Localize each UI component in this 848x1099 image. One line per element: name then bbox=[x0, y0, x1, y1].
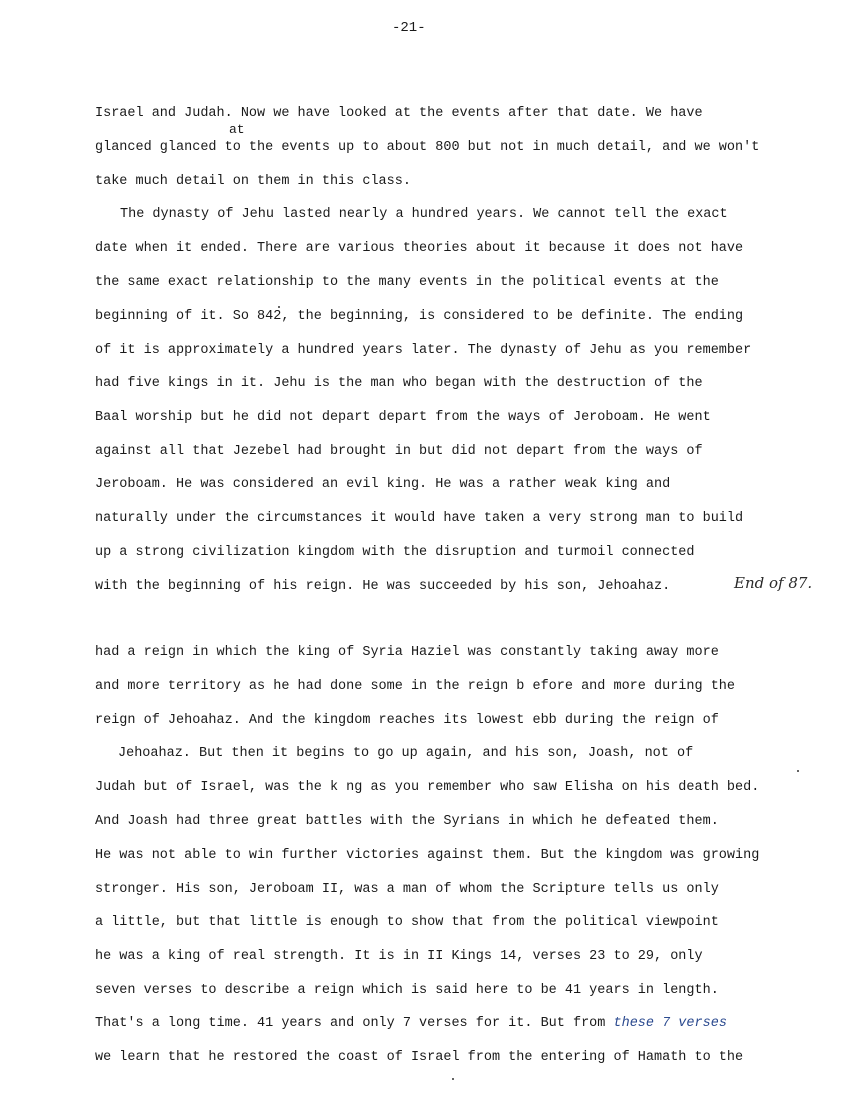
text-line-22: He was not able to win further victories against them. But the kingdom was growing bbox=[95, 848, 760, 863]
text-line-21: And Joash had three great battles with the Syrians in which he defeated them. bbox=[95, 814, 719, 829]
text-line-2: glanced glanced to the events up to about 800 but not in much detail, and we won't bbox=[95, 140, 760, 155]
text-line-14: up a strong civilization kingdom with the disruption and turmoil connected bbox=[95, 545, 695, 560]
text-line-23: stronger. His son, Jeroboam II, was a man of whom the Scripture tells us only bbox=[95, 882, 719, 897]
text-line-13: naturally under the circumstances it would have taken a very strong man to build bbox=[95, 511, 744, 526]
stray-mark bbox=[797, 770, 799, 772]
text-line-1: Israel and Judah. Now we have looked at the events after that date. We have bbox=[95, 106, 703, 121]
blue-ink-annotation: these 7 verses bbox=[613, 1016, 727, 1031]
text-line-7: beginning of it. So 842, the beginning, is considered to be definite. The ending bbox=[95, 309, 744, 324]
text-line-27-typed: That's a long time. 41 years and only 7 verses for it. But from bbox=[95, 1016, 606, 1031]
text-line-3: take much detail on them in this class. bbox=[95, 174, 411, 189]
text-line-20: Judah but of Israel, was the k ng as you remember who saw Elisha on his death bed. bbox=[95, 780, 760, 795]
text-line-24: a little, but that little is enough to show that from the political viewpoint bbox=[95, 915, 719, 930]
text-line-18: reign of Jehoahaz. And the kingdom reaches its lowest ebb during the reign of bbox=[95, 713, 719, 728]
text-line-6: the same exact relationship to the many events in the political events at the bbox=[95, 275, 719, 290]
handwritten-margin-note: End of 87. bbox=[734, 574, 813, 592]
text-line-9: had five kings in it. Jehu is the man who began with the destruction of the bbox=[95, 376, 703, 391]
text-line-27 bbox=[95, 1016, 727, 1032]
text-line-25: he was a king of real strength. It is in II Kings 14, verses 23 to 29, only bbox=[95, 949, 703, 964]
interline-insertion: at bbox=[229, 122, 245, 137]
text-line-19: Jehoahaz. But then it begins to go up again, and his son, Joash, not of bbox=[118, 746, 694, 761]
text-line-4: The dynasty of Jehu lasted nearly a hundred years. We cannot tell the exact bbox=[120, 207, 728, 222]
text-line-5: date when it ended. There are various theories about it because it does not have bbox=[95, 241, 744, 256]
text-line-11: against all that Jezebel had brought in but did not depart from the ways of bbox=[95, 444, 703, 459]
text-line-15: with the beginning of his reign. He was succeeded by his son, Jehoahaz. bbox=[95, 579, 671, 594]
text-line-26: seven verses to describe a reign which is said here to be 41 years in length. bbox=[95, 983, 719, 998]
text-line-12: Jeroboam. He was considered an evil king. He was a rather weak king and bbox=[95, 477, 671, 492]
text-line-17: and more territory as he had done some in the reign b efore and more during the bbox=[95, 679, 736, 694]
text-line-16: had a reign in which the king of Syria Haziel was constantly taking away more bbox=[95, 645, 719, 660]
text-line-28: we learn that he restored the coast of Israel from the entering of Hamath to the bbox=[95, 1050, 744, 1065]
text-line-10: Baal worship but he did not depart depart from the ways of Jeroboam. He went bbox=[95, 410, 711, 425]
stray-mark bbox=[452, 1078, 454, 1080]
page-number: -21- bbox=[392, 20, 426, 36]
stray-mark bbox=[278, 306, 280, 308]
text-line-8: of it is approximately a hundred years later. The dynasty of Jehu as you remember bbox=[95, 343, 752, 358]
